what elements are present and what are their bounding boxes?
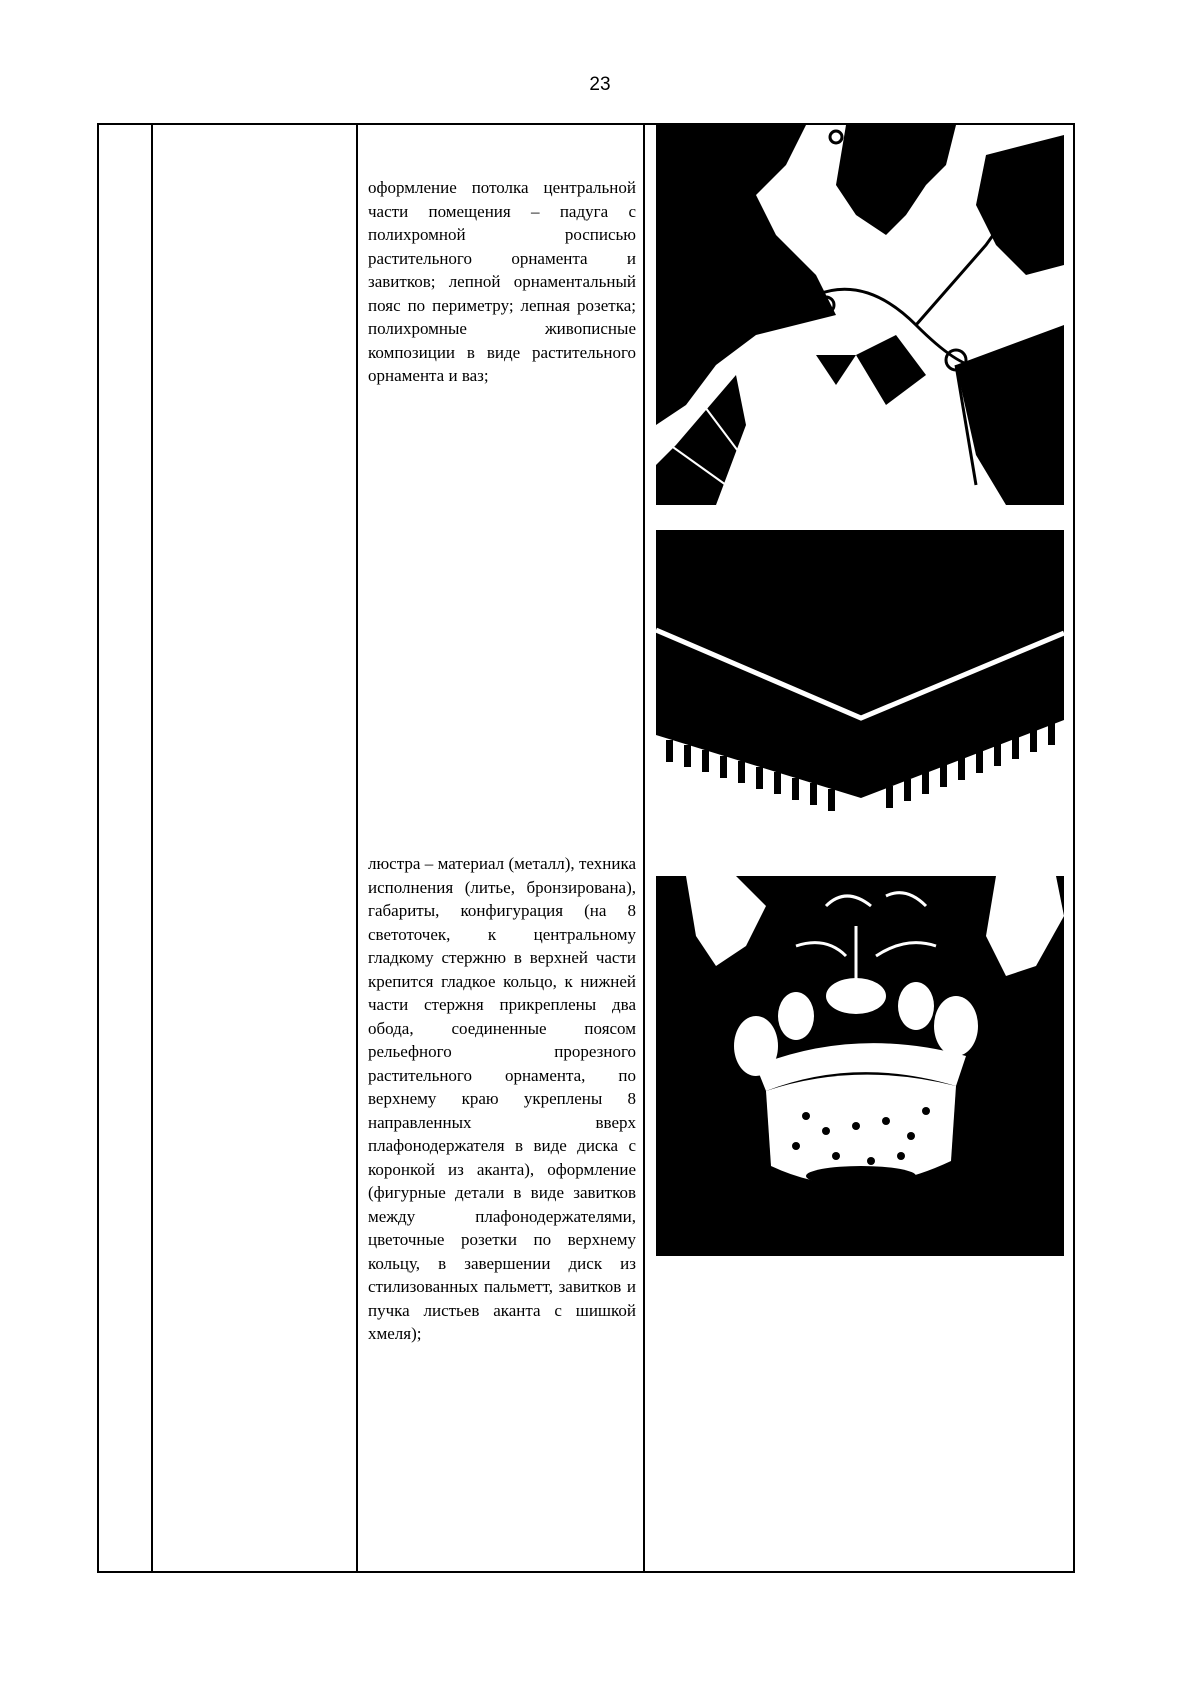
page-number: 23 <box>589 74 611 95</box>
column-divider-2 <box>356 125 358 1571</box>
ceiling-painting-photo <box>656 125 1064 505</box>
cornice-molding-photo <box>656 530 1064 822</box>
column-divider-3 <box>643 125 645 1571</box>
chandelier-photo <box>656 876 1064 1256</box>
ceiling-description: оформление потолка центральной части помещения – падуга с полихромной росписью растительного орнамента и завитков; лепной орнаментальный пояс по периметру; лепная розетка; полихромные живописные композиции в виде растительного орнамента и ваз; <box>368 178 636 385</box>
column-divider-1 <box>151 125 153 1571</box>
chandelier-description: люстра – материал (металл), техника исполнения (литье, бронзирована), габариты, конфигурация (на 8 светоточек, к центральному гладкому стержню в верхней части крепится гладкое кольцо, к нижней части стержня прикреплены два обода, соединенные поясом рельефного прорезного растительного орнамента, по верхнему краю укреплены 8 направленных вверх плафонодержателя в виде диска с коронкой из аканта), оформление (фигурные детали в виде завитков между плафонодержателями, цветочные розетки по верхнему кольцу, в завершении диск из стилизованных пальметт, завитков и пучка листьев аканта с шишкой хмеля); <box>368 854 636 1343</box>
